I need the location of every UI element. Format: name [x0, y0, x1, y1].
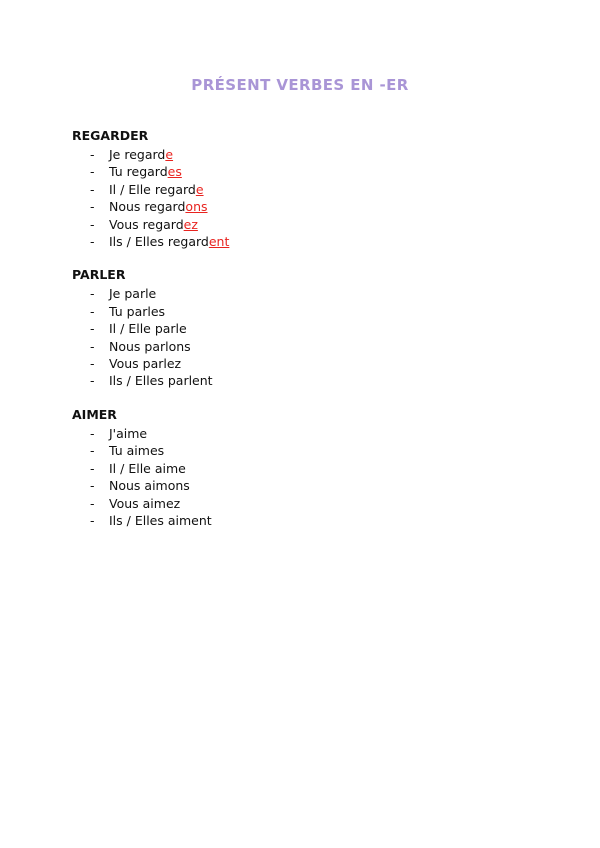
conjugation-stem: Ils / Elles parlent — [109, 373, 213, 389]
bullet-dash: - — [90, 234, 95, 250]
list-item — [90, 303, 600, 320]
list-item — [90, 355, 600, 372]
conjugation-stem: Vous aimez — [109, 495, 181, 511]
conjugation-ending: es — [167, 164, 182, 180]
bullet-dash: - — [90, 199, 95, 215]
conjugation-ending: ez — [183, 216, 198, 232]
bullet-dash: - — [90, 216, 95, 232]
list-item — [90, 477, 600, 494]
bullet-dash: - — [90, 181, 95, 197]
page-title: PRÉSENT VERBES EN -ER — [191, 76, 409, 94]
list-item — [90, 460, 600, 477]
conjugation-list — [72, 146, 600, 250]
list-item — [90, 425, 600, 442]
list-item — [90, 181, 600, 198]
bullet-dash: - — [90, 495, 95, 511]
list-item — [90, 372, 600, 389]
bullet-dash: - — [90, 286, 95, 302]
bullet-dash: - — [90, 164, 95, 180]
verb-section — [72, 267, 600, 389]
bullet-dash: - — [90, 303, 95, 319]
conjugation-stem: Je regard — [109, 147, 166, 162]
conjugation-stem: Vous regard — [109, 216, 184, 232]
conjugation-stem: Il / Elle parle — [109, 321, 187, 337]
list-item — [90, 338, 600, 355]
conjugation-stem: Tu parles — [109, 303, 166, 319]
list-item — [90, 216, 600, 233]
conjugation-sections — [0, 128, 600, 529]
list-item — [90, 285, 600, 302]
bullet-dash: - — [90, 373, 95, 389]
bullet-dash: - — [90, 321, 95, 337]
conjugation-stem: Il / Elle regard — [109, 181, 196, 197]
conjugation-ending: e — [195, 181, 204, 197]
conjugation-stem: Tu regard — [109, 164, 168, 180]
conjugation-stem: Tu aimes — [109, 443, 165, 459]
list-item — [90, 233, 600, 250]
conjugation-stem: Nous parlons — [109, 338, 191, 354]
list-item — [90, 442, 600, 459]
verb-heading: REGARDER — [72, 128, 149, 143]
bullet-dash: - — [90, 460, 95, 476]
bullet-dash: - — [90, 478, 95, 494]
conjugation-ending: ons — [185, 199, 208, 215]
conjugation-stem: Il / Elle aime — [109, 460, 186, 476]
bullet-dash: - — [90, 512, 95, 528]
bullet-dash: - — [90, 356, 95, 372]
list-item — [90, 198, 600, 215]
verb-heading: PARLER — [72, 267, 126, 283]
conjugation-stem: Je parle — [109, 286, 157, 302]
conjugation-stem: Nous aimons — [109, 478, 190, 494]
conjugation-list — [72, 285, 600, 389]
conjugation-stem: Nous regard — [109, 199, 186, 215]
conjugation-ending: e — [165, 147, 174, 162]
bullet-dash: - — [90, 338, 95, 354]
list-item — [90, 512, 600, 529]
verb-section — [72, 407, 600, 529]
verb-heading: AIMER — [72, 406, 117, 422]
list-item — [90, 146, 600, 163]
list-item — [90, 320, 600, 337]
conjugation-list — [72, 425, 600, 529]
bullet-dash: - — [90, 425, 95, 441]
conjugation-stem: J'aime — [109, 425, 148, 441]
bullet-dash: - — [90, 443, 95, 459]
conjugation-stem: Vous parlez — [109, 356, 182, 372]
bullet-dash: - — [90, 147, 95, 162]
list-item — [90, 163, 600, 180]
conjugation-stem: Ils / Elles regard — [109, 234, 209, 250]
verb-section — [72, 128, 600, 250]
list-item — [90, 495, 600, 512]
conjugation-stem: Ils / Elles aiment — [109, 512, 212, 528]
conjugation-ending: ent — [208, 234, 230, 250]
